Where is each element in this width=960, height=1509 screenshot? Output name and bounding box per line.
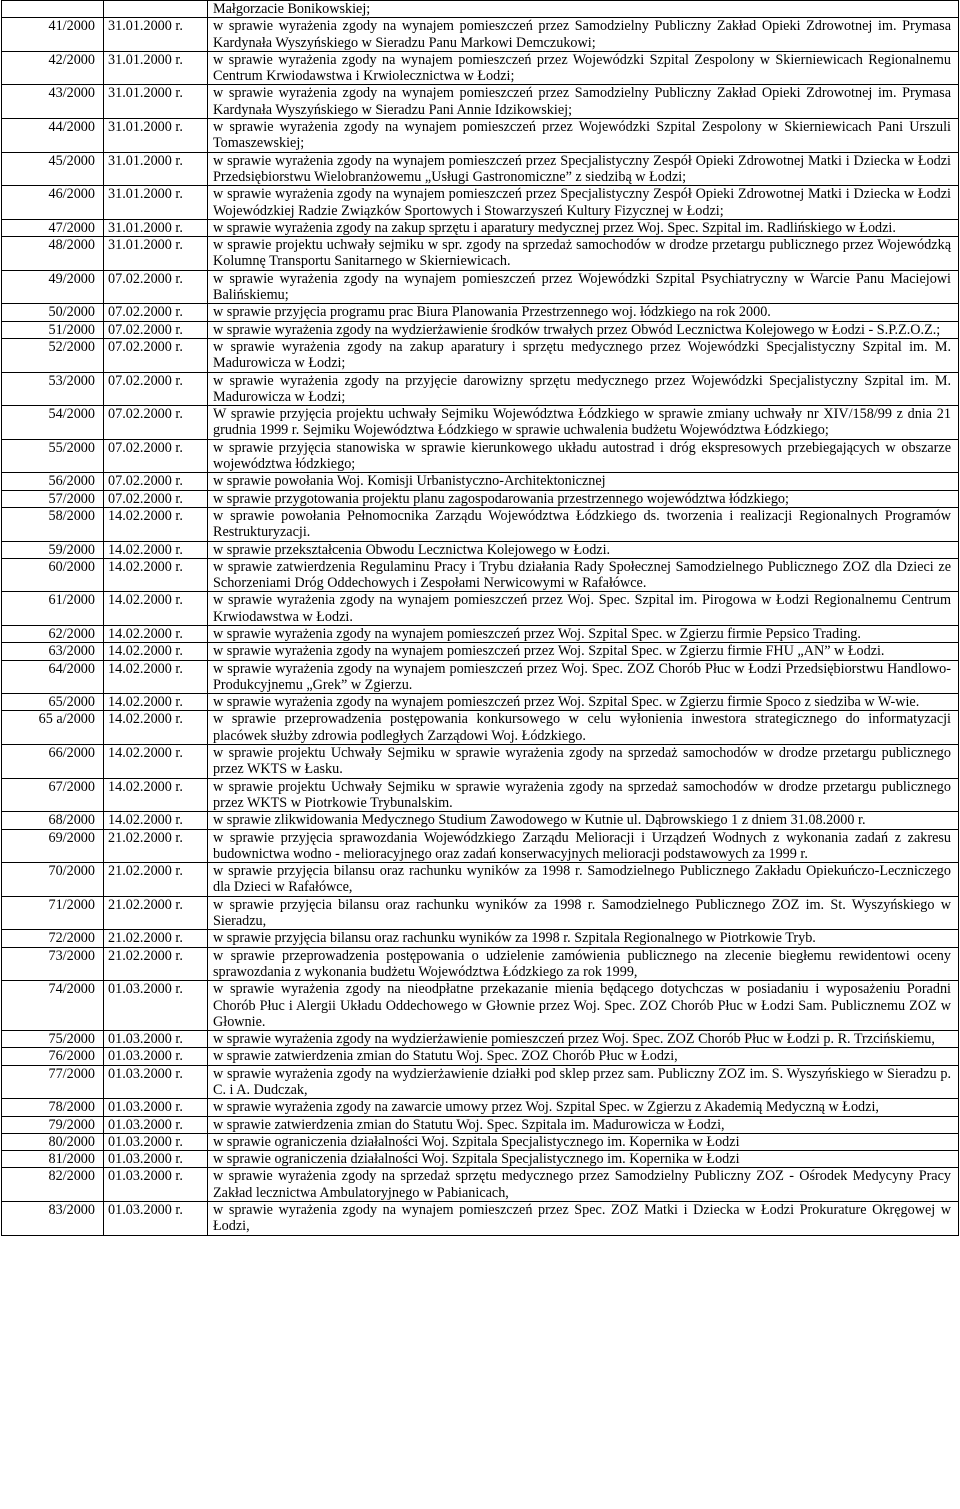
- resolution-number: 53/2000: [2, 372, 104, 406]
- resolution-date: 01.03.2000 r.: [104, 981, 208, 1031]
- resolution-subject: w sprawie wyrażenia zgody na wynajem pomieszczeń przez Specjalistyczny Zespół Opieki Zdrowotnej Matki i Dziecka w Łodzi Wojewódzkiej Radzie Związków Sportowych i Stowarzyszeń Kultury Fizycznej w Łodzi;: [208, 186, 959, 220]
- resolution-subject: w sprawie ograniczenia działalności Woj. Szpitala Specjalistycznego im. Kopernika w Łodzi: [208, 1133, 959, 1150]
- resolution-subject: w sprawie przyjęcia bilansu oraz rachunku wyników za 1998 r. Samodzielnego Publicznego Zakładu Opiekuńczo-Leczniczego dla Dzieci w Rafałówce,: [208, 863, 959, 897]
- resolution-number: 67/2000: [2, 778, 104, 812]
- table-row: [2, 372, 959, 406]
- table-row: [2, 947, 959, 981]
- resolution-date: 21.02.2000 r.: [104, 896, 208, 930]
- resolution-subject: w sprawie wyrażenia zgody na wynajem pomieszczeń przez Wojewódzki Szpital Psychiatryczny w Warcie Panu Maciejowi Balińskiemu;: [208, 270, 959, 304]
- resolution-date: 01.03.2000 r.: [104, 1116, 208, 1133]
- continuation-text: Małgorzacie Bonikowskiej;: [208, 1, 959, 18]
- resolution-subject: w sprawie wyrażenia zgody na wynajem pomieszczeń przez Samodzielny Publiczny Zakład Opieki Zdrowotnej im. Prymasa Kardynała Wyszyńskiego w Sieradzu Panu Markowi Demczukowi;: [208, 18, 959, 52]
- table-row: [2, 745, 959, 779]
- resolution-date: 07.02.2000 r.: [104, 473, 208, 490]
- table-row: [2, 1202, 959, 1236]
- resolution-number: 70/2000: [2, 863, 104, 897]
- table-row: [2, 592, 959, 626]
- table-row: [2, 270, 959, 304]
- resolution-date: 31.01.2000 r.: [104, 51, 208, 85]
- resolution-number: 80/2000: [2, 1133, 104, 1150]
- resolution-subject: w sprawie projektu Uchwały Sejmiku w sprawie wyrażenia zgody na sprzedaż samochodów w drodze przetargu publicznego przez WKTS w Piotrkowie Trybunalskim.: [208, 778, 959, 812]
- resolutions-table-body: [2, 1, 959, 1236]
- resolution-subject: w sprawie wyrażenia zgody na sprzedaż sprzętu medycznego przez Samodzielny Publiczny ZOZ - Ośrodek Medycyny Pracy Zakład lecznictwa Ambulatoryjnego w Pabianicach,: [208, 1168, 959, 1202]
- resolution-date: 01.03.2000 r.: [104, 1133, 208, 1150]
- resolution-date: 14.02.2000 r.: [104, 625, 208, 642]
- resolution-subject: w sprawie przeprowadzenia postępowania o udzielenie zamówienia publicznego na zlecenie biegłemu rewidentowi oceny sprawozdania z wykonania budżetu Województwa Łódzkiego za rok 1999,: [208, 947, 959, 981]
- resolution-date: 07.02.2000 r.: [104, 439, 208, 473]
- resolution-number: 82/2000: [2, 1168, 104, 1202]
- resolution-date: 14.02.2000 r.: [104, 694, 208, 711]
- resolution-date: 31.01.2000 r.: [104, 119, 208, 153]
- table-row: [2, 338, 959, 372]
- resolution-date: 01.03.2000 r.: [104, 1065, 208, 1099]
- resolution-date: 07.02.2000 r.: [104, 338, 208, 372]
- resolution-number: 47/2000: [2, 219, 104, 236]
- resolution-subject: w sprawie wyrażenia zgody na wynajem pomieszczeń przez Wojewódzki Szpital Zespolony w Skierniewicach Regionalnemu Centrum Krwiodawstwa i Krwiolecznictwa w Łodzi;: [208, 51, 959, 85]
- resolution-subject: w sprawie przyjęcia stanowiska w sprawie kierunkowego układu autostrad i dróg ekspresowych przebiegających w obszarze województwa łódzkiego;: [208, 439, 959, 473]
- resolution-subject: w sprawie przyjęcia bilansu oraz rachunku wyników za 1998 r. Samodzielnego Publicznego ZOZ im. St. Wyszyńskiego w Sieradzu,: [208, 896, 959, 930]
- table-row: [2, 473, 959, 490]
- table-row: [2, 321, 959, 338]
- table-row: [2, 1133, 959, 1150]
- table-row: [2, 541, 959, 558]
- resolution-subject: w sprawie wyrażenia zgody na wynajem pomieszczeń przez Samodzielny Publiczny Zakład Opieki Zdrowotnej im. Prymasa Kardynała Wyszyńskiego w Sieradzu Pani Annie Idzikowskiej;: [208, 85, 959, 119]
- continuation-date-cell: [104, 1, 208, 18]
- resolution-number: 57/2000: [2, 490, 104, 507]
- resolution-subject: w sprawie przekształcenia Obwodu Lecznictwa Kolejowego w Łodzi.: [208, 541, 959, 558]
- table-row: [2, 406, 959, 440]
- resolution-date: 01.03.2000 r.: [104, 1151, 208, 1168]
- resolution-subject: w sprawie wyrażenia zgody na wydzierżawienie pomieszczeń przez Woj. Spec. ZOZ Chorób Płuc w Łodzi p. R. Trzcińskiemu,: [208, 1031, 959, 1048]
- resolution-subject: w sprawie wyrażenia zgody na wynajem pomieszczeń przez Woj. Szpital Spec. w Zgierzu firmie Spoco z siedziba w W-wie.: [208, 694, 959, 711]
- resolution-number: 72/2000: [2, 930, 104, 947]
- table-row: [2, 1151, 959, 1168]
- table-row: [2, 711, 959, 745]
- table-row: [2, 85, 959, 119]
- resolution-number: 61/2000: [2, 592, 104, 626]
- table-row: [2, 1116, 959, 1133]
- resolution-subject: w sprawie powołania Woj. Komisji Urbanistyczno-Architektonicznej: [208, 473, 959, 490]
- table-row: [2, 237, 959, 271]
- table-row: [2, 51, 959, 85]
- resolution-subject: w sprawie wyrażenia zgody na przyjęcie darowizny sprzętu medycznego przez Wojewódzki Specjalistyczny Szpital im. M. Madurowicza w Łodzi;: [208, 372, 959, 406]
- resolution-number: 63/2000: [2, 643, 104, 660]
- resolution-date: 31.01.2000 r.: [104, 152, 208, 186]
- table-row: [2, 152, 959, 186]
- resolution-number: 52/2000: [2, 338, 104, 372]
- resolution-date: 07.02.2000 r.: [104, 304, 208, 321]
- resolution-number: 74/2000: [2, 981, 104, 1031]
- resolution-subject: w sprawie wyrażenia zgody na wynajem pomieszczeń przez Specjalistyczny Zespół Opieki Zdrowotnej Matki i Dziecka w Łodzi Przedsiębiorstwu Wielobranżowemu „Usługi Gastronomiczne” z siedzibą w Łodzi;: [208, 152, 959, 186]
- resolution-subject: w sprawie powołania Pełnomocnika Zarządu Województwa Łódzkiego ds. tworzenia i realizacji Regionalnych Programów Restrukturyzacji.: [208, 507, 959, 541]
- resolution-subject: w sprawie wyrażenia zgody na wynajem pomieszczeń przez Wojewódzki Szpital Zespolony w Skierniewicach Pani Urszuli Tomaszewskiej;: [208, 119, 959, 153]
- resolution-number: 65 a/2000: [2, 711, 104, 745]
- resolution-date: 01.03.2000 r.: [104, 1099, 208, 1116]
- table-row: [2, 981, 959, 1031]
- resolution-subject: w sprawie przygotowania projektu planu zagospodarowania przestrzennego województwa łódzkiego;: [208, 490, 959, 507]
- resolution-number: 83/2000: [2, 1202, 104, 1236]
- table-row: [2, 507, 959, 541]
- resolution-date: 14.02.2000 r.: [104, 592, 208, 626]
- resolution-subject: W sprawie przyjęcia projektu uchwały Sejmiku Województwa Łódzkiego w sprawie zmiany uchwały nr XIV/158/99 z dnia 21 grudnia 1999 r. Sejmiku Województwa Łódzkiego w sprawie uchwalenia budżetu Województwa Łódzkiego;: [208, 406, 959, 440]
- resolution-number: 49/2000: [2, 270, 104, 304]
- resolution-number: 69/2000: [2, 829, 104, 863]
- resolution-subject: w sprawie przyjęcia sprawozdania Wojewódzkiego Zarządu Melioracji i Urządzeń Wodnych z wykonania zadań z zakresu budownictwa wodno - melioracyjnego oraz zadań konserwacyjnych melioracji podstawowych za 1999 r.: [208, 829, 959, 863]
- resolution-subject: w sprawie wyrażenia zgody na zawarcie umowy przez Woj. Szpital Spec. w Zgierzu z Akademią Medyczną w Łodzi,: [208, 1099, 959, 1116]
- resolution-subject: w sprawie wyrażenia zgody na wydzierżawienie działki pod sklep przez sam. Publiczny ZOZ im. S. Wyszyńskiego w Sieradzu p. C. i A. Dudczak,: [208, 1065, 959, 1099]
- resolution-date: 01.03.2000 r.: [104, 1168, 208, 1202]
- table-row: [2, 643, 959, 660]
- resolution-subject: w sprawie przeprowadzenia postępowania konkursowego w celu wyłonienia inwestora strategicznego do informatyzacji placówek służby zdrowia podległych Zarządowi Woj. Łódzkiego.: [208, 711, 959, 745]
- resolution-number: 51/2000: [2, 321, 104, 338]
- resolution-subject: w sprawie zlikwidowania Medycznego Studium Zawodowego w Kutnie ul. Dąbrowskiego 1 z dniem 31.08.2000 r.: [208, 812, 959, 829]
- resolution-date: 31.01.2000 r.: [104, 18, 208, 52]
- resolution-date: 31.01.2000 r.: [104, 85, 208, 119]
- resolution-number: 50/2000: [2, 304, 104, 321]
- resolution-number: 78/2000: [2, 1099, 104, 1116]
- table-row: [2, 18, 959, 52]
- table-row: [2, 778, 959, 812]
- resolution-subject: w sprawie przyjęcia programu prac Biura Planowania Przestrzennego woj. łódzkiego na rok 2000.: [208, 304, 959, 321]
- resolution-subject: w sprawie ograniczenia działalności Woj. Szpitala Specjalistycznego im. Kopernika w Łodzi: [208, 1151, 959, 1168]
- resolution-number: 65/2000: [2, 694, 104, 711]
- resolution-subject: w sprawie wyrażenia zgody na wynajem pomieszczeń przez Spec. ZOZ Matki i Dziecka w Łodzi Prokurature Okręgowej w Łodzi,: [208, 1202, 959, 1236]
- resolution-date: 21.02.2000 r.: [104, 947, 208, 981]
- resolution-number: 44/2000: [2, 119, 104, 153]
- resolution-number: 45/2000: [2, 152, 104, 186]
- resolution-number: 81/2000: [2, 1151, 104, 1168]
- resolution-date: 07.02.2000 r.: [104, 372, 208, 406]
- resolution-date: 01.03.2000 r.: [104, 1048, 208, 1065]
- table-row: [2, 1168, 959, 1202]
- resolution-subject: w sprawie przyjęcia bilansu oraz rachunku wyników za 1998 r. Szpitala Regionalnego w Piotrkowie Tryb.: [208, 930, 959, 947]
- resolution-subject: w sprawie zatwierdzenia Regulaminu Pracy i Trybu działania Rady Społecznej Samodzielnego Publicznego ZOZ dla Dzieci ze Schorzeniami Dróg Oddechowych i Zespołami Nerwicowymi w Rafałówce.: [208, 558, 959, 592]
- resolution-date: 07.02.2000 r.: [104, 490, 208, 507]
- table-row: [2, 812, 959, 829]
- resolution-date: 14.02.2000 r.: [104, 558, 208, 592]
- resolution-subject: w sprawie wyrażenia zgody na wynajem pomieszczeń przez Woj. Spec. Szpital im. Pirogowa w Łodzi Regionalnemu Centrum Krwiodawstwa w Łodzi.: [208, 592, 959, 626]
- resolution-date: 14.02.2000 r.: [104, 745, 208, 779]
- resolution-number: 77/2000: [2, 1065, 104, 1099]
- resolution-number: 59/2000: [2, 541, 104, 558]
- table-row: [2, 863, 959, 897]
- table-row: [2, 829, 959, 863]
- resolution-subject: w sprawie wyrażenia zgody na zakup sprzętu i aparatury medycznej przez Woj. Spec. Szpital im. Radlińskiego w Łodzi.: [208, 219, 959, 236]
- resolution-number: 46/2000: [2, 186, 104, 220]
- resolution-date: 14.02.2000 r.: [104, 711, 208, 745]
- resolution-date: 07.02.2000 r.: [104, 270, 208, 304]
- resolution-subject: w sprawie zatwierdzenia zmian do Statutu Woj. Spec. Szpitala im. Madurowicza w Łodzi,: [208, 1116, 959, 1133]
- resolution-number: 56/2000: [2, 473, 104, 490]
- table-row: [2, 930, 959, 947]
- table-row: [2, 1048, 959, 1065]
- resolution-subject: w sprawie wyrażenia zgody na nieodpłatne przekazanie mienia będącego dotychczas w posiadaniu i wyposażeniu Poradni Chorób Płuc i Alergii Układu Oddechowego w Głownie przez Woj. Spec. ZOZ Chorób Płuc w Łodzi Sam. Publicznemu ZOZ w Głownie.: [208, 981, 959, 1031]
- resolution-date: 21.02.2000 r.: [104, 829, 208, 863]
- table-row: [2, 1031, 959, 1048]
- resolution-number: 54/2000: [2, 406, 104, 440]
- resolution-date: 14.02.2000 r.: [104, 507, 208, 541]
- resolution-subject: w sprawie wyrażenia zgody na wynajem pomieszczeń przez Woj. Szpital Spec. w Zgierzu firmie FHU „AN” w Łodzi.: [208, 643, 959, 660]
- resolution-date: 01.03.2000 r.: [104, 1031, 208, 1048]
- resolution-date: 21.02.2000 r.: [104, 930, 208, 947]
- continuation-row: [2, 1, 959, 18]
- table-row: [2, 1099, 959, 1116]
- resolution-subject: w sprawie wyrażenia zgody na wynajem pomieszczeń przez Woj. Szpital Spec. w Zgierzu firmie Pepsico Trading.: [208, 625, 959, 642]
- resolution-date: 07.02.2000 r.: [104, 321, 208, 338]
- resolution-number: 60/2000: [2, 558, 104, 592]
- resolution-number: 48/2000: [2, 237, 104, 271]
- resolution-number: 71/2000: [2, 896, 104, 930]
- resolution-number: 66/2000: [2, 745, 104, 779]
- resolution-number: 75/2000: [2, 1031, 104, 1048]
- continuation-number-cell: [2, 1, 104, 18]
- resolution-subject: w sprawie wyrażenia zgody na zakup aparatury i sprzętu medycznego przez Wojewódzki Specjalistyczny Szpital im. M. Madurowicza w Łodzi;: [208, 338, 959, 372]
- resolution-date: 31.01.2000 r.: [104, 186, 208, 220]
- resolution-date: 14.02.2000 r.: [104, 812, 208, 829]
- resolution-number: 41/2000: [2, 18, 104, 52]
- resolution-subject: w sprawie projektu Uchwały Sejmiku w sprawie wyrażenia zgody na sprzedaż samochodów w drodze przetargu publicznego przez WKTS w Łasku.: [208, 745, 959, 779]
- resolution-date: 14.02.2000 r.: [104, 778, 208, 812]
- table-row: [2, 694, 959, 711]
- resolution-number: 62/2000: [2, 625, 104, 642]
- resolution-date: 01.03.2000 r.: [104, 1202, 208, 1236]
- resolution-subject: w sprawie projektu uchwały sejmiku w spr. zgody na sprzedaż samochodów w drodze przetargu publicznego przez Wojewódzką Kolumnę Transportu Sanitarnego w Skierniewicach.: [208, 237, 959, 271]
- resolution-number: 55/2000: [2, 439, 104, 473]
- resolution-number: 73/2000: [2, 947, 104, 981]
- resolution-number: 76/2000: [2, 1048, 104, 1065]
- resolution-number: 43/2000: [2, 85, 104, 119]
- table-row: [2, 625, 959, 642]
- resolution-number: 79/2000: [2, 1116, 104, 1133]
- table-row: [2, 304, 959, 321]
- table-row: [2, 896, 959, 930]
- resolution-date: 07.02.2000 r.: [104, 406, 208, 440]
- resolution-subject: w sprawie wyrażenia zgody na wynajem pomieszczeń przez Woj. Spec. ZOZ Chorób Płuc w Łodzi Przedsiębiorstwu Handlowo-Produkcyjnemu „Grek” w Zgierzu.: [208, 660, 959, 694]
- table-row: [2, 558, 959, 592]
- resolution-number: 58/2000: [2, 507, 104, 541]
- table-row: [2, 186, 959, 220]
- resolutions-table: [1, 0, 959, 1236]
- table-row: [2, 1065, 959, 1099]
- resolution-number: 68/2000: [2, 812, 104, 829]
- resolution-number: 64/2000: [2, 660, 104, 694]
- resolution-date: 14.02.2000 r.: [104, 643, 208, 660]
- resolution-date: 14.02.2000 r.: [104, 541, 208, 558]
- resolution-subject: w sprawie zatwierdzenia zmian do Statutu Woj. Spec. ZOZ Chorób Płuc w Łodzi,: [208, 1048, 959, 1065]
- resolution-date: 31.01.2000 r.: [104, 237, 208, 271]
- table-row: [2, 219, 959, 236]
- resolution-subject: w sprawie wyrażenia zgody na wydzierżawienie środków trwałych przez Obwód Lecznictwa Kolejowego w Łodzi - S.P.Z.O.Z.;: [208, 321, 959, 338]
- resolution-date: 31.01.2000 r.: [104, 219, 208, 236]
- table-row: [2, 660, 959, 694]
- resolution-date: 14.02.2000 r.: [104, 660, 208, 694]
- resolution-number: 42/2000: [2, 51, 104, 85]
- table-row: [2, 490, 959, 507]
- table-row: [2, 439, 959, 473]
- resolution-date: 21.02.2000 r.: [104, 863, 208, 897]
- table-row: [2, 119, 959, 153]
